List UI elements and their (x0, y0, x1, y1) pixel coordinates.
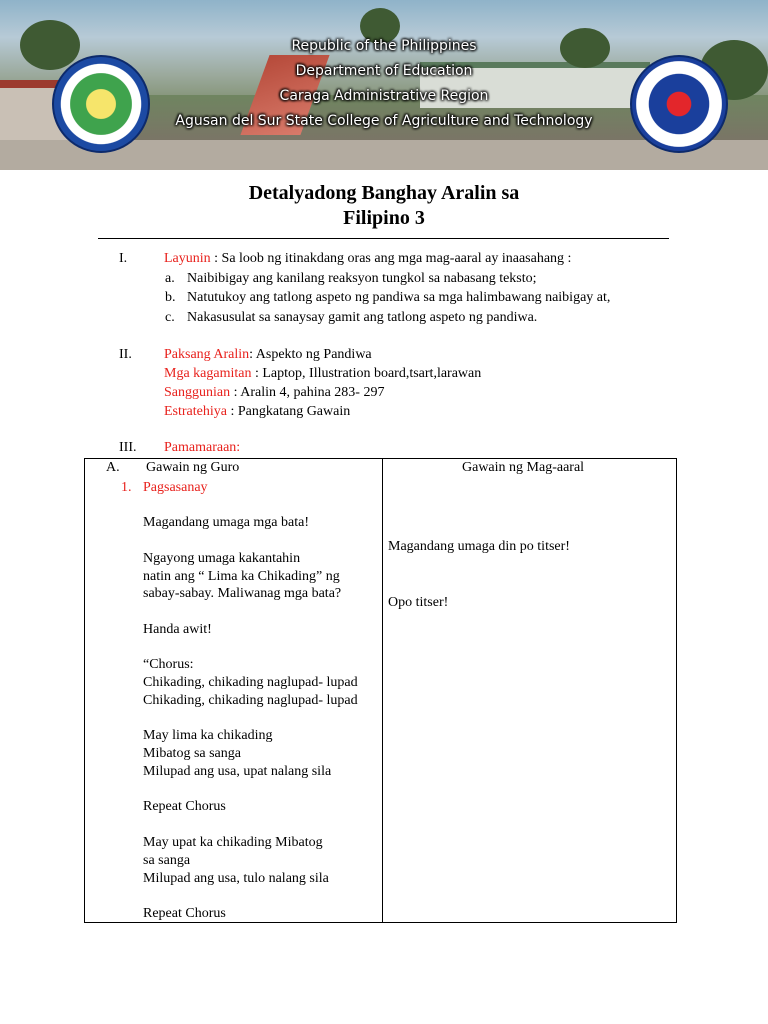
teacher-line: Chikading, chikading naglupad- lupad (143, 675, 358, 690)
header-department: Department of Education (295, 63, 473, 79)
header-region: Caraga Administrative Region (279, 88, 489, 104)
student-line: Opo titser! (388, 595, 449, 610)
column2-header: Gawain ng Mag-aaral (462, 460, 585, 475)
objective-text: Nakasusulat sa sanaysay gamit ang tatlong aspeto ng pandiwa. (187, 310, 538, 325)
teacher-line: Repeat Chorus (143, 906, 226, 921)
teacher-line: sabay-sabay. Maliwanag mga bata? (143, 586, 342, 601)
teacher-line: Milupad ang usa, tulo nalang sila (143, 871, 329, 886)
section2-text: : Aspekto ng Pandiwa (249, 347, 372, 362)
section3-label: Pamamaraan: (164, 440, 241, 455)
teacher-line: Mibatog sa sanga (143, 746, 241, 761)
section2-text: : Laptop, Illustration board,tsart,larawan (251, 366, 482, 381)
header-banner (0, 0, 768, 170)
objective-text: Natutukoy ang tatlong aspeto ng pandiwa sa mga halimbawang naibigay at, (187, 290, 611, 305)
teacher-line: sa sanga (143, 853, 191, 868)
activity-table (84, 458, 677, 923)
section1-label: Layunin (164, 251, 211, 266)
header-republic: Republic of the Philippines (291, 38, 477, 54)
objective-marker: a. (165, 271, 175, 286)
teacher-line: May upat ka chikading Mibatog (143, 835, 323, 850)
teacher-line: Repeat Chorus (143, 799, 226, 814)
section1-numeral: I. (119, 251, 128, 266)
header-college: Agusan del Sur State College of Agriculture and Technology (175, 113, 593, 129)
section2-row (164, 403, 350, 421)
teacher-line: Ngayong umaga kakantahin (143, 551, 301, 566)
table-column-divider (382, 459, 383, 922)
section2-numeral: II. (119, 347, 132, 362)
column1-header: Gawain ng Guro (146, 460, 240, 475)
section2-text: : Aralin 4, pahina 283- 297 (230, 385, 385, 400)
step-label: Pagsasanay (143, 480, 208, 495)
column1-marker: A. (106, 460, 120, 475)
objective-text: Naibibigay ang kanilang reaksyon tungkol sa nabasang teksto; (187, 271, 537, 286)
title-rule (98, 238, 669, 239)
section2-label: Estratehiya (164, 404, 227, 419)
section2-label: Sanggunian (164, 385, 231, 400)
teacher-line: Milupad ang usa, upat nalang sila (143, 764, 332, 779)
teacher-line: Handa awit! (143, 622, 212, 637)
document-subtitle: Filipino 3 (343, 207, 425, 229)
section1-line (164, 250, 571, 268)
teacher-line: May lima ka chikading (143, 728, 273, 743)
teacher-line: natin ang “ Lima ka Chikading” ng (143, 569, 340, 584)
objective-marker: b. (165, 290, 176, 305)
section2-text: : Pangkatang Gawain (226, 404, 351, 419)
teacher-line: Magandang umaga mga bata! (143, 515, 309, 530)
section2-row (164, 384, 384, 402)
section2-label: Mga kagamitan (164, 366, 252, 381)
student-line: Magandang umaga din po titser! (388, 539, 570, 554)
section1-text: : Sa loob ng itinakdang oras ang mga mag-aaral ay inaasahang : (210, 251, 572, 266)
teacher-line: “Chorus: (143, 657, 194, 672)
step-marker: 1. (121, 480, 132, 495)
section2-row (164, 365, 481, 383)
teacher-line: Chikading, chikading naglupad- lupad (143, 693, 358, 708)
section2-label: Paksang Aralin (164, 347, 250, 362)
section3-numeral: III. (119, 440, 137, 455)
document-title: Detalyadong Banghay Aralin sa (248, 182, 520, 204)
section2-row (164, 346, 372, 364)
objective-marker: c. (165, 310, 175, 325)
